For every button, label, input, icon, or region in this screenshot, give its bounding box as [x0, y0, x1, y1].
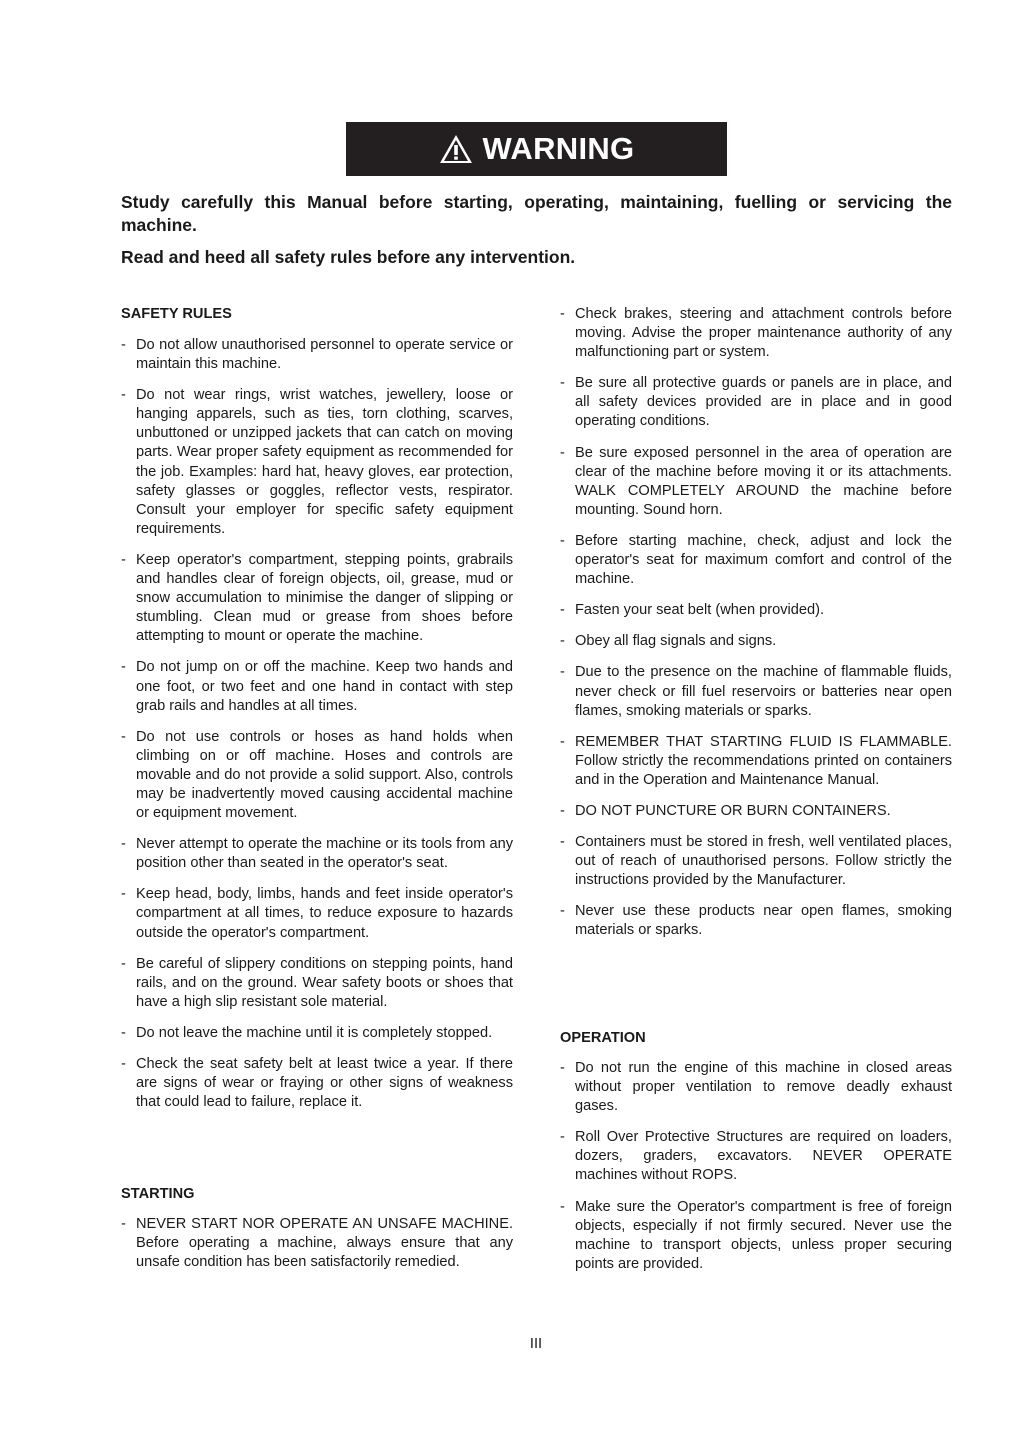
list-item: - Do not jump on or off the machine. Keep two hands and one foot, or two feet and one hand in contact with step grab rails and handles at all times. [121, 658, 513, 715]
list-item: - Keep head, body, limbs, hands and feet inside operator's compartment at all times, to reduce exposure to hazards outside the operator's compartment. [121, 885, 513, 942]
section-heading-operation: OPERATION [560, 1030, 646, 1046]
warning-title: WARNING [482, 131, 635, 166]
starting-list-left [121, 1215, 513, 1284]
safety-rules-list [121, 336, 513, 1124]
intro-statement-read: Read and heed all safety rules before any intervention. [121, 247, 576, 267]
page-number: III [529, 1336, 543, 1352]
list-item: - Containers must be stored in fresh, well ventilated places, out of reach of unauthorised persons. Follow strictly the instructions provided by the Manufacturer. [560, 833, 952, 890]
list-item: - Be sure exposed personnel in the area of operation are clear of the machine before moving it or its attachments. WALK COMPLETELY AROUND the machine before mounting. Sound horn. [560, 444, 952, 520]
operation-list [560, 1059, 952, 1286]
list-item: - Never use these products near open flames, smoking materials or sparks. [560, 902, 952, 940]
starting-list-right [560, 305, 952, 953]
section-heading-safety-rules: SAFETY RULES [121, 306, 232, 322]
section-heading-starting: STARTING [121, 1186, 195, 1202]
list-item: - Before starting machine, check, adjust and lock the operator's seat for maximum comfort and control of the machine. [560, 532, 952, 589]
list-item: - Be sure all protective guards or panels are in place, and all safety devices provided are in place and in good operating conditions. [560, 374, 952, 431]
list-item: - Due to the presence on the machine of flammable fluids, never check or fill fuel reservoirs or batteries near open flames, smoking materials or sparks. [560, 663, 952, 720]
warning-triangle-icon [439, 134, 483, 164]
list-item: - Do not leave the machine until it is completely stopped. [121, 1024, 513, 1043]
list-item: - Obey all flag signals and signs. [560, 632, 952, 651]
list-item: - Check the seat safety belt at least twice a year. If there are signs of wear or fraying or other signs of weakness that could lead to failure, replace it. [121, 1055, 513, 1112]
list-item: - Check brakes, steering and attachment controls before moving. Advise the proper maintenance authority of any malfunctioning part or system. [560, 305, 952, 362]
list-item: - DO NOT PUNCTURE OR BURN CONTAINERS. [560, 802, 952, 821]
list-item: - Fasten your seat belt (when provided). [560, 601, 952, 620]
list-item: - Do not use controls or hoses as hand holds when climbing on or off machine. Hoses and controls are movable and do not provide a solid support. Also, controls may be inadvertently moved causing accidental machine or equipment movement. [121, 728, 513, 823]
list-item: - Roll Over Protective Structures are required on loaders, dozers, graders, excavators. NEVER OPERATE machines without ROPS. [560, 1128, 952, 1185]
list-item: - Do not allow unauthorised personnel to operate service or maintain this machine. [121, 336, 513, 374]
list-item: - Do not run the engine of this machine in closed areas without proper ventilation to remove deadly exhaust gases. [560, 1059, 952, 1116]
list-item: - NEVER START NOR OPERATE AN UNSAFE MACHINE. Before operating a machine, always ensure that any unsafe condition has been satisfactorily remedied. [121, 1215, 513, 1272]
list-item: - Keep operator's compartment, stepping points, grabrails and handles clear of foreign objects, oil, grease, mud or snow accumulation to minimise the danger of slipping or stumbling. Clean mud or grease from shoes before attempting to mount or operate the machine. [121, 551, 513, 646]
list-item: - Never attempt to operate the machine or its tools from any position other than seated in the operator's seat. [121, 835, 513, 873]
list-item: - Be careful of slippery conditions on stepping points, hand rails, and on the ground. Wear safety boots or shoes that have a high slip resistant sole material. [121, 955, 513, 1012]
list-item: - REMEMBER THAT STARTING FLUID IS FLAMMABLE. Follow strictly the recommendations printed on containers and in the Operation and Maintenance Manual. [560, 733, 952, 790]
list-item: - Do not wear rings, wrist watches, jewellery, loose or hanging apparels, such as ties, torn clothing, scarves, unbuttoned or unzipped jackets that can catch on moving parts. Wear proper safety equipment as recommended for the job. Examples: hard hat, heavy gloves, ear protection, safety glasses or goggles, reflector vests, respirator. Consult your employer for specific safety equipment requirements. [121, 386, 513, 539]
list-item: - Make sure the Operator's compartment is free of foreign objects, especially if not firmly secured. Never use the machine to transport objects, unless proper securing points are provided. [560, 1198, 952, 1274]
intro-statement-study: Study carefully this Manual before starting, operating, maintaining, fuelling or servicing the machine. [121, 192, 952, 235]
warning-banner [346, 122, 727, 176]
